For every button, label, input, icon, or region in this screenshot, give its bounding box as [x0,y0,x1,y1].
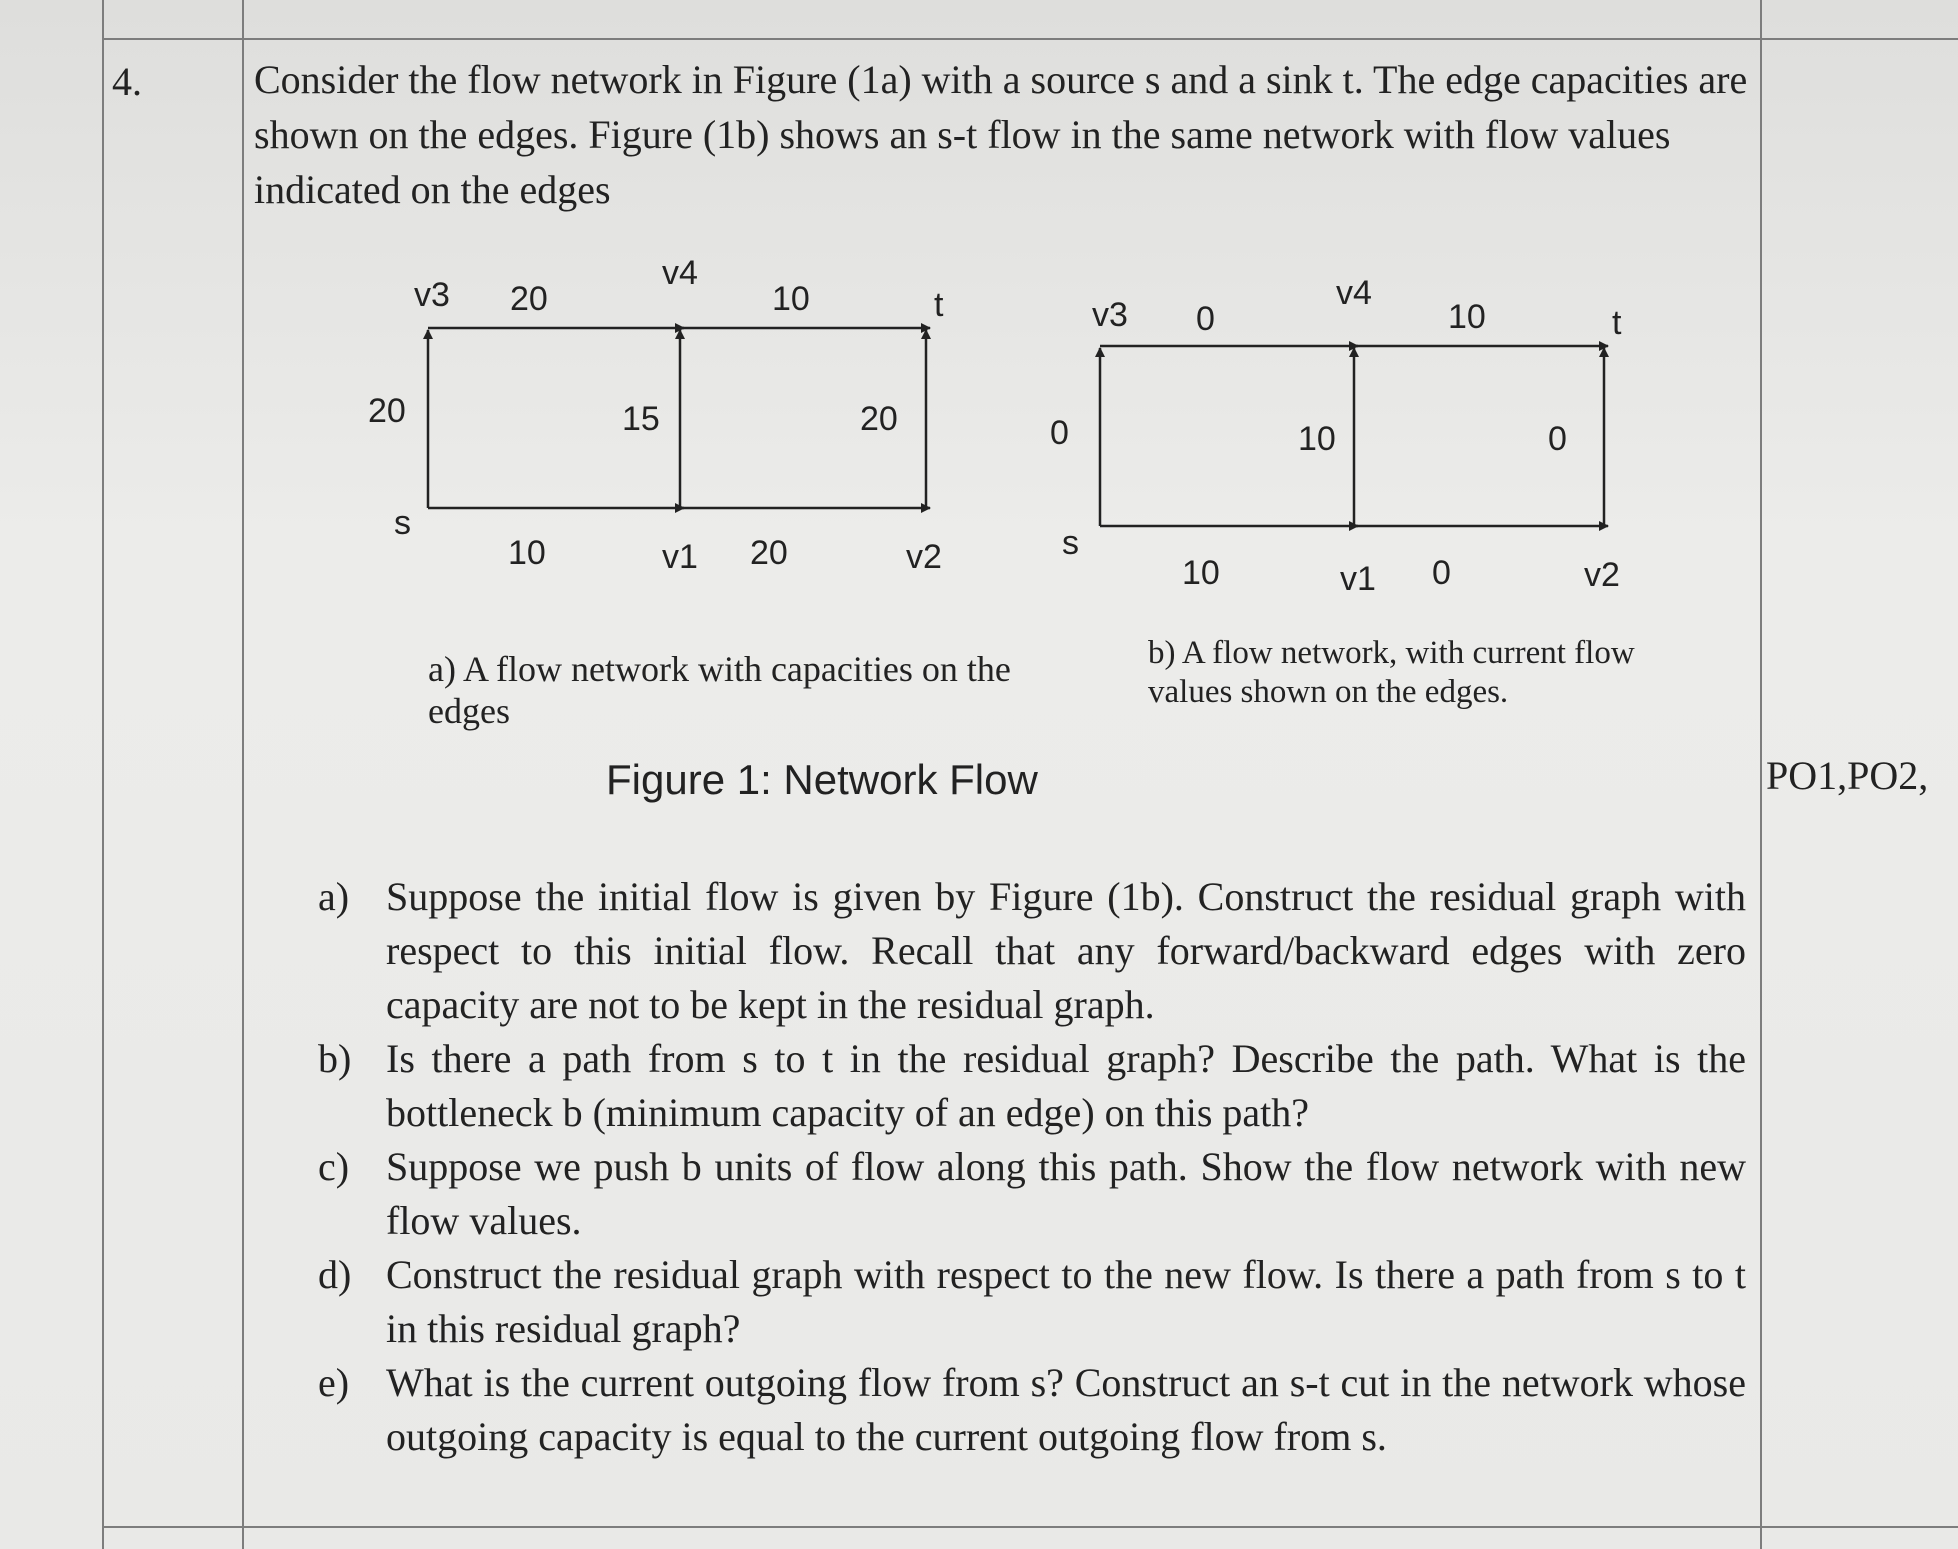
fig-b-edge-v1-v2-value: 0 [1432,554,1451,592]
fig-b-node-v1: v1 [1340,560,1376,598]
sub-question-label: a) [318,874,350,919]
question-number: 4. [112,59,142,104]
fig-a-node-v2: v2 [906,538,942,576]
sub-question-text: Construct the residual graph with respect to the new flow. Is there a path from s to t in this residual graph? [386,1252,1746,1351]
fig-a-edge-s-v3-value: 20 [368,392,406,430]
figure-b-labels [1050,274,1622,598]
sub-question-text: Is there a path from s to t in the residual graph? Describe the path. What is the bottleneck b (minimum capacity of an edge) on this path? [386,1036,1746,1135]
figure-title: Figure 1: Network Flow [606,756,1038,803]
sub-question-text: What is the current outgoing flow from s? Construct an s-t cut in the network whose outgoing capacity is equal to the current outgoing flow from s. [386,1360,1746,1459]
sub-question [318,1248,1746,1356]
sub-question-label: b) [318,1036,352,1081]
sub-question [318,870,1746,1032]
fig-a-node-v3: v3 [414,276,450,314]
fig-a-node-s: s [394,504,411,542]
fig-b-node-v2: v2 [1584,556,1620,594]
figure-a-caption: a) A flow network with capacities on the edges [428,649,1011,731]
sub-question [318,1032,1746,1140]
sub-question-label: d) [318,1252,352,1297]
fig-a-edge-v3-v4-value: 20 [510,280,548,318]
sub-question [318,1140,1746,1248]
sub-question-label: c) [318,1144,350,1189]
figure-b-graph [1100,346,1608,526]
fig-b-edge-v3-v4-value: 0 [1196,300,1215,338]
fig-b-edge-v2-t-value: 0 [1548,420,1567,458]
fig-a-node-t: t [934,286,944,324]
fig-a-node-v1: v1 [662,538,698,576]
sub-question-text: Suppose the initial flow is given by Figure (1b). Construct the residual graph with respect to this initial flow. Recall that any forward/backward edges with zero capacity are not to be kept in the residual graph. [386,874,1746,1027]
fig-b-node-t: t [1612,304,1622,342]
sub-question-list [318,870,1746,1464]
fig-b-node-v3: v3 [1092,296,1128,334]
sub-question-text: Suppose we push b units of flow along this path. Show the flow network with new flow values. [386,1144,1746,1243]
fig-b-edge-s-v1-value: 10 [1182,554,1220,592]
sub-question [318,1356,1746,1464]
fig-b-edge-s-v3-value: 0 [1050,414,1069,452]
figure-a-labels [368,254,944,576]
fig-b-edge-v1-v4-value: 10 [1298,420,1336,458]
fig-a-edge-v1-v4-value: 15 [622,400,660,438]
fig-a-edge-v2-t-value: 20 [860,400,898,438]
fig-a-edge-v1-v2-value: 20 [750,534,788,572]
program-outcome-code: PO1,PO2, [1766,753,1929,798]
fig-a-edge-s-v1-value: 10 [508,534,546,572]
fig-b-edge-v4-t-value: 10 [1448,298,1486,336]
fig-a-edge-v4-t-value: 10 [772,280,810,318]
fig-a-node-v4: v4 [662,254,698,292]
fig-b-node-v4: v4 [1336,274,1372,312]
question-intro: Consider the flow network in Figure (1a) with a source s and a sink t. The edge capacities are shown on the edges. Figure (1b) shows an s-t flow in the same network with flow values indicated on the edges [254,57,1748,212]
sub-question-label: e) [318,1360,350,1405]
figure-a-graph [428,328,930,508]
figure-b-caption: b) A flow network, with current flow values shown on the edges. [1148,635,1635,710]
fig-b-node-s: s [1062,524,1079,562]
